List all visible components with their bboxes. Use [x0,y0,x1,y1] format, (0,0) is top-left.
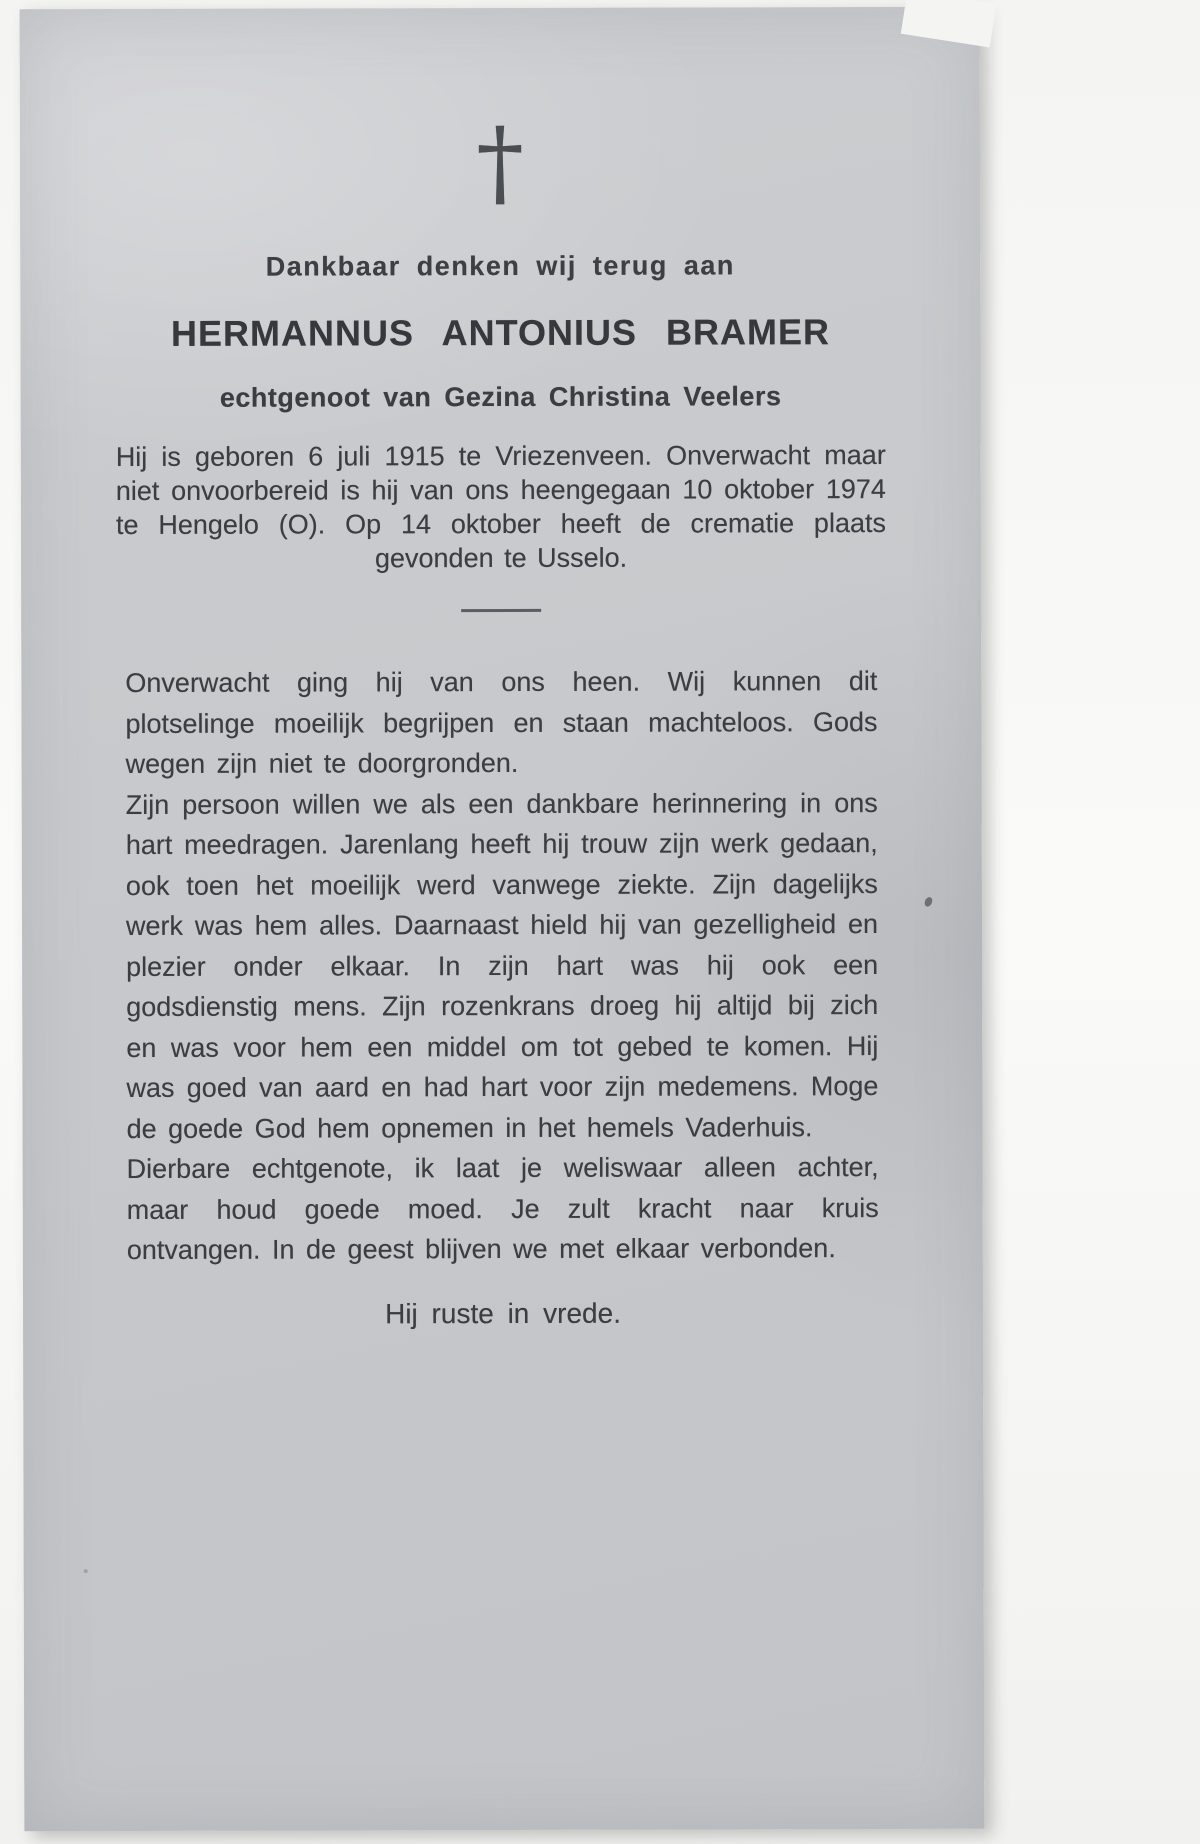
memorial-paragraph: Onverwacht ging hij van ons heen. Wij kunnen dit plotselinge moeilijk begrijpen en staan machteloos. Gods wegen zijn niet te doorgronden. [125,666,878,779]
memorial-card [20,7,985,1832]
scan-speck [84,1569,88,1573]
memorial-paragraph: Dierbare echtgenote, ik laat je weliswaar alleen achter, maar houd goede moed. Je zult kracht naar kruis ontvangen. In de geest blijven we met elkaar verbonden. [126,1152,879,1265]
memorial-text [21,661,983,1271]
cross-icon: † [476,107,524,219]
deceased-name: HERMANNUS ANTONIUS BRAMER [170,311,831,354]
section-divider [461,609,541,612]
gratitude-line: Dankbaar denken wij terug aan [265,250,735,282]
spouse-line: echtgenoot van Gezina Christina Veelers [219,381,782,413]
closing-line: Hij ruste in vrede. [385,1297,622,1329]
memorial-paragraph: Zijn persoon willen we als een dankbare herinnering in ons hart meedragen. Jarenlang heeft hij trouw zijn werk gedaan, ook toen het moeilijk werd vanwege ziekte. Zijn dagelijks werk was hem alles. Daarnaast hield hij van gezelligheid en plezier onder elkaar. In zijn hart was hij ook een godsdienstig mens. Zijn rozenkrans droeg hij altijd bij zich en was voor hem een middel om tot gebed te komen. Hij was goed van aard en had hart voor zijn medemens. Moge de goede God hem opnemen in het hemels Vaderhuis. [125,787,879,1144]
life-summary: Hij is geboren 6 juli 1915 te Vriezenveen. Onverwacht maar niet onvoorbereid is hij van ons heengegaan 10 oktober 1974 te Hengelo (O). Op 14 oktober heeft de crematie plaats gevonden te Usselo. [115,439,887,574]
card-header [20,7,981,577]
